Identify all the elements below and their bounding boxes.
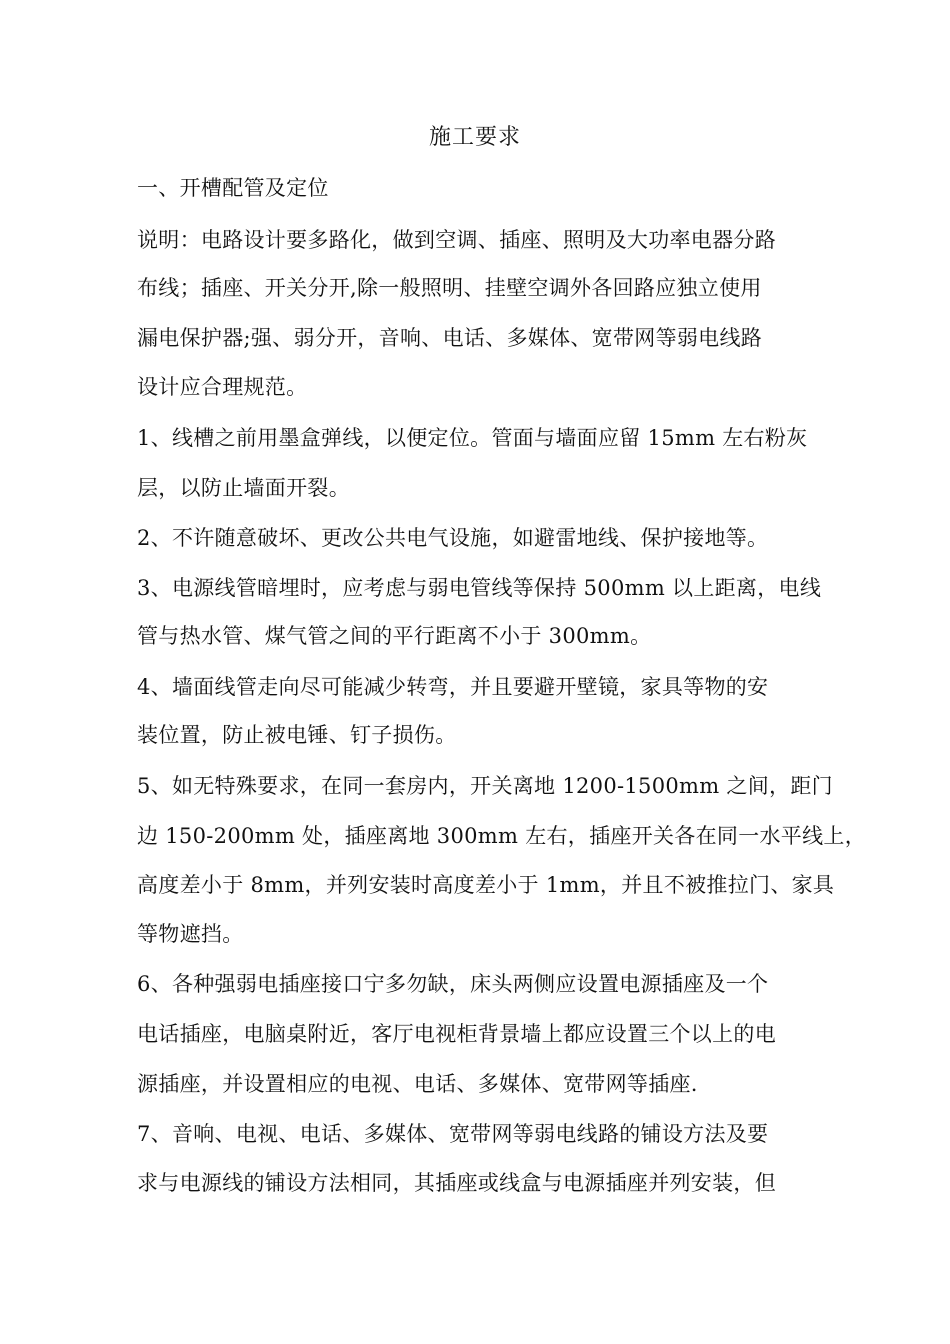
section-heading: 一、开槽配管及定位	[137, 176, 329, 200]
paragraph-line: 层，以防止墙面开裂。	[137, 476, 350, 500]
paragraph-line: 说明：电路设计要多路化，做到空调、插座、照明及大功率电器分路	[137, 228, 776, 252]
paragraph-line: 管与热水管、煤气管之间的平行距离不小于 300mm。	[137, 624, 652, 648]
paragraph-line: 设计应合理规范。	[137, 375, 308, 399]
paragraph-line: 边 150-200mm 处，插座离地 300mm 左右，插座开关各在同一水平线上，	[137, 824, 866, 848]
paragraph-line: 6、各种强弱电插座接口宁多勿缺，床头两侧应设置电源插座及一个	[137, 972, 769, 996]
paragraph-line: 电话插座，电脑桌附近，客厅电视柜背景墙上都应设置三个以上的电	[137, 1022, 776, 1046]
paragraph-line: 4、墙面线管走向尽可能减少转弯，并且要避开壁镜，家具等物的安	[137, 675, 769, 699]
paragraph-line: 装位置，防止被电锤、钉子损伤。	[137, 723, 457, 747]
paragraph-line: 求与电源线的铺设方法相同，其插座或线盒与电源插座并列安装，但	[137, 1171, 776, 1195]
paragraph-line: 1、线槽之前用墨盒弹线，以便定位。管面与墙面应留 15mm 左右粉灰	[137, 426, 808, 450]
paragraph-line: 高度差小于 8mm，并列安装时高度差小于 1mm，并且不被推拉门、家具	[137, 873, 835, 897]
paragraph-line: 3、电源线管暗埋时，应考虑与弱电管线等保持 500mm 以上距离，电线	[137, 576, 822, 600]
paragraph-line: 7、音响、电视、电话、多媒体、宽带网等弱电线路的铺设方法及要	[137, 1122, 769, 1146]
paragraph-line: 2、不许随意破坏、更改公共电气设施，如避雷地线、保护接地等。	[137, 526, 769, 550]
paragraph-line: 5、如无特殊要求，在同一套房内，开关离地 1200-1500mm 之间，距门	[137, 774, 833, 798]
paragraph-line: 布线；插座、开关分开,除一般照明、挂壁空调外各回路应独立使用	[137, 276, 762, 300]
paragraph-line: 漏电保护器;强、弱分开，音响、电话、多媒体、宽带网等弱电线路	[137, 326, 763, 350]
paragraph-line: 源插座，并设置相应的电视、电话、多媒体、宽带网等插座.	[137, 1072, 698, 1096]
paragraph-line: 等物遮挡。	[137, 922, 244, 946]
page-title: 施工要求	[428, 125, 521, 150]
